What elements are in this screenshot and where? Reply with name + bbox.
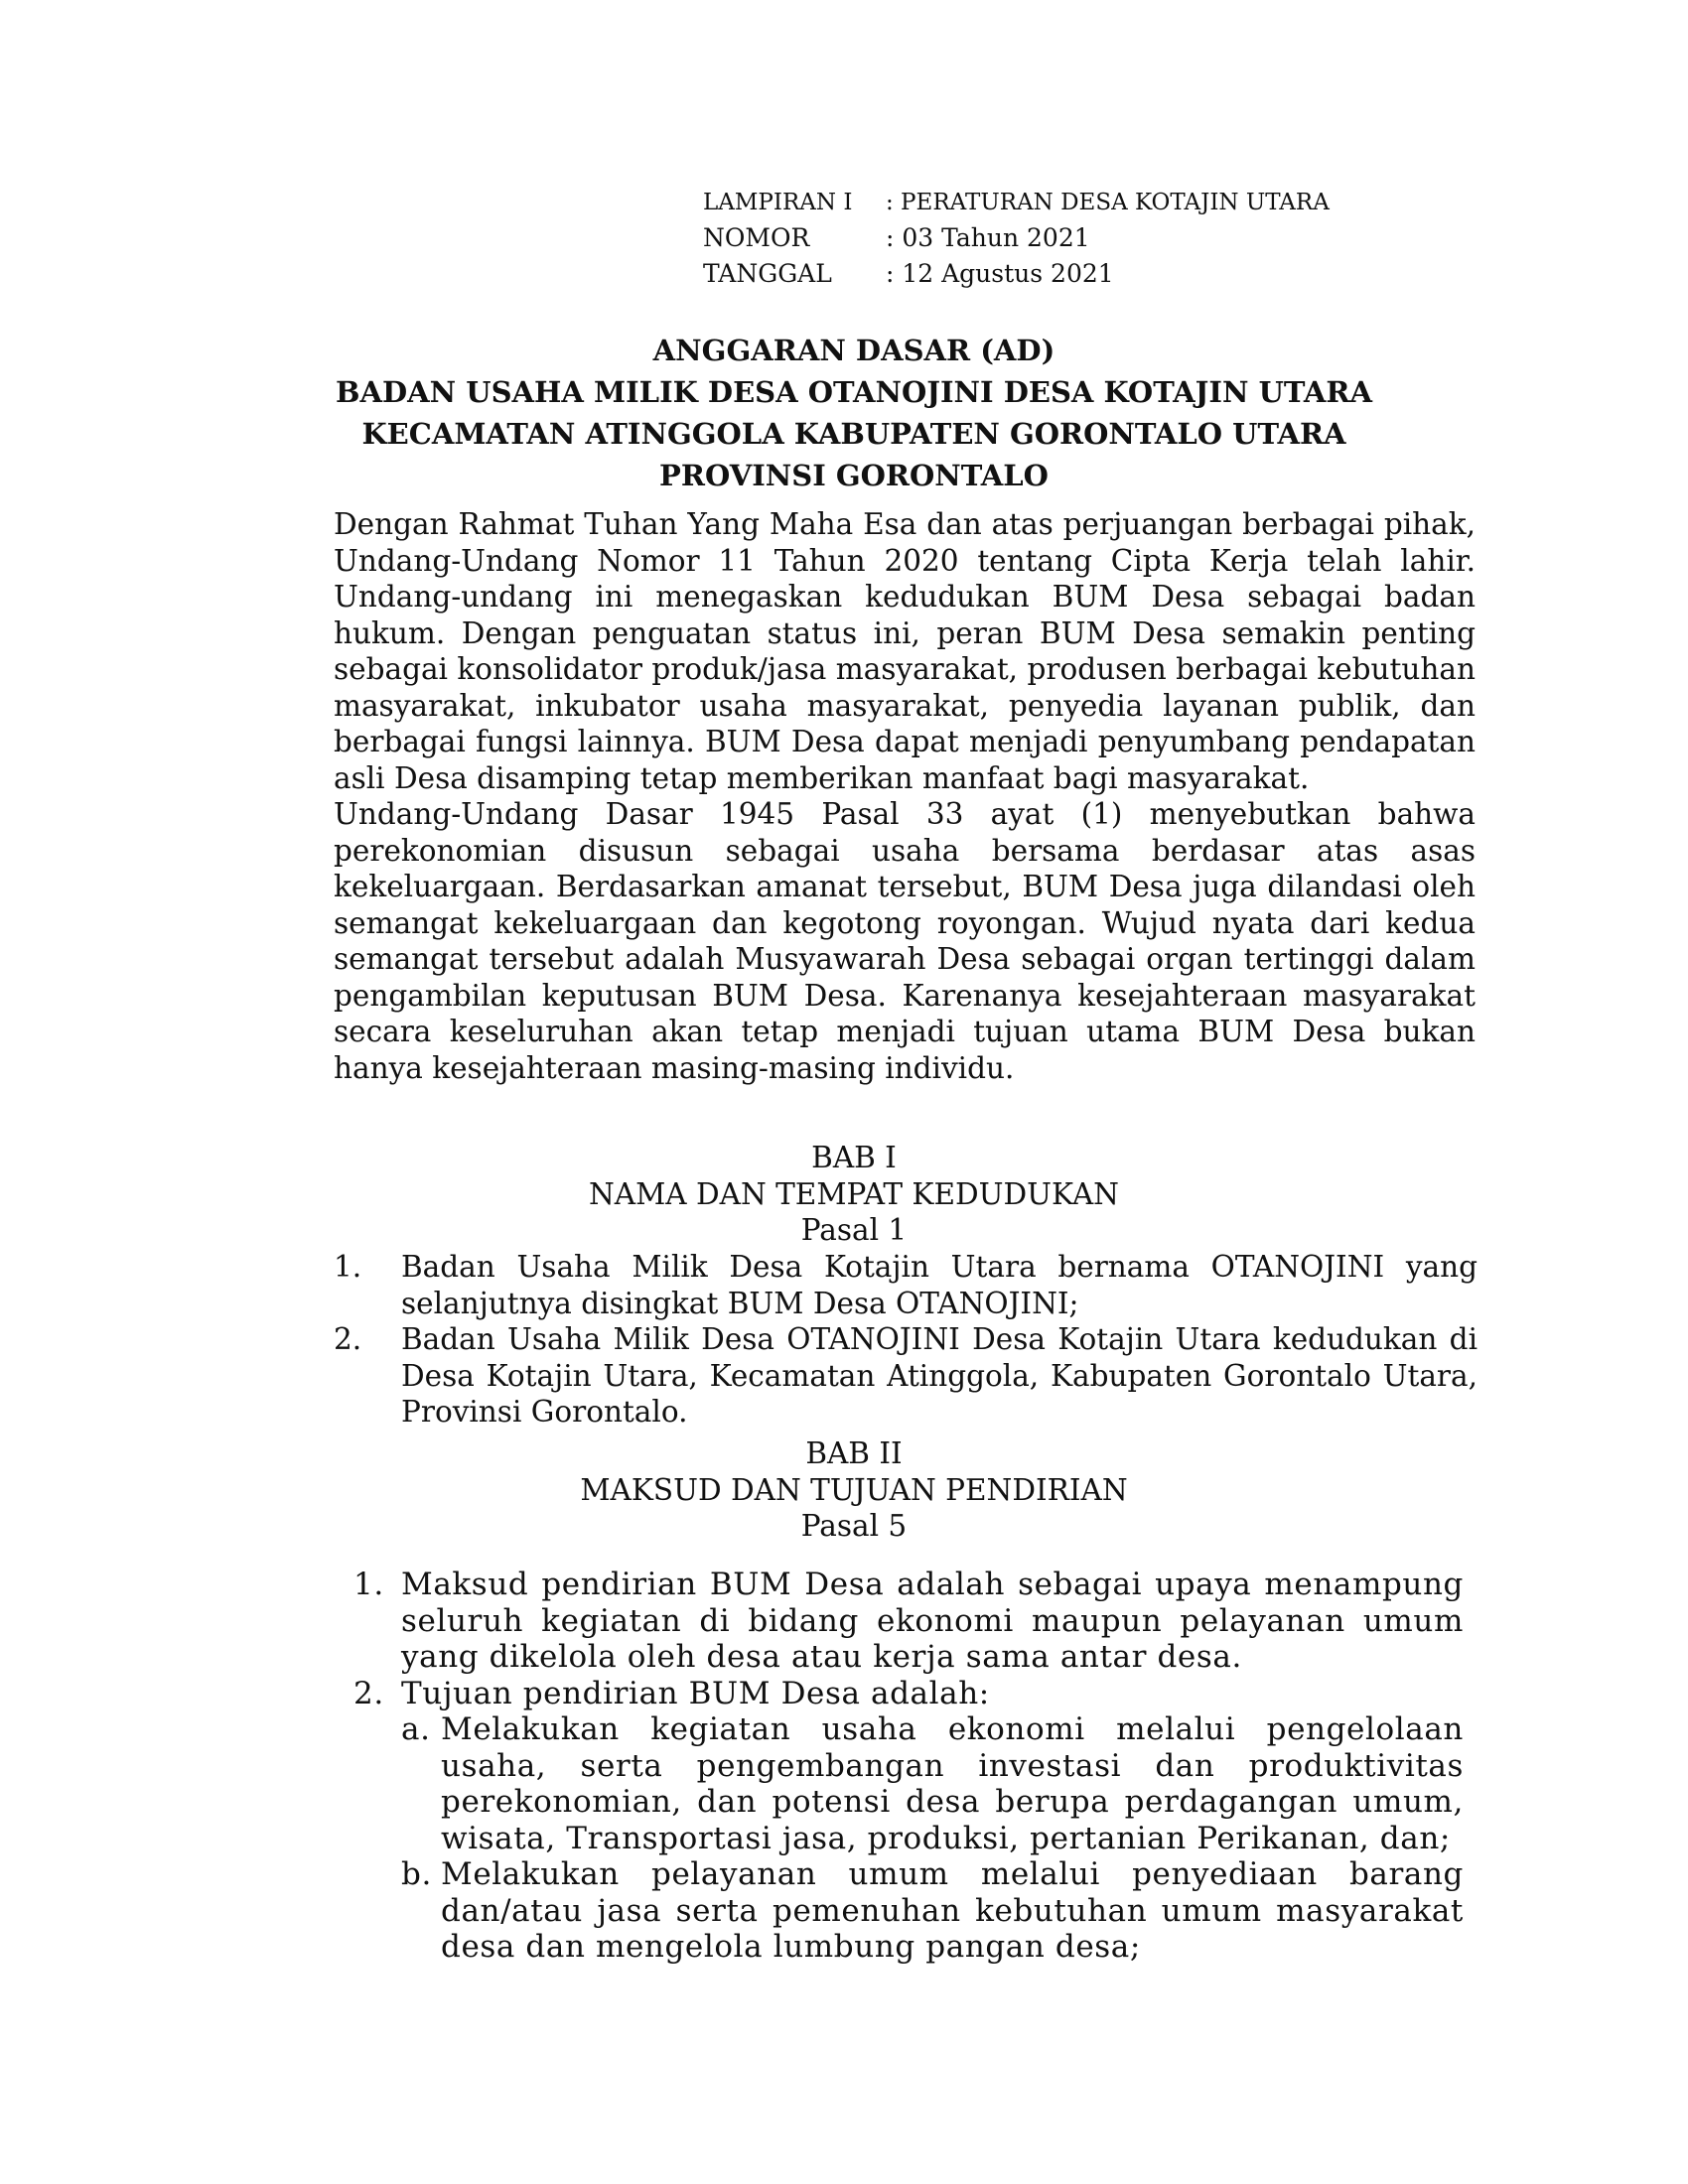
preamble	[334, 506, 1476, 1086]
sub-list-text: Melakukan pelayanan umum melalui penyediaan barang dan/atau jasa serta pemenuhan kebutuhan umum masyarakat desa dan mengelola lumbung pangan desa;	[441, 1856, 1464, 1965]
bab-1-title: BAB I	[811, 1141, 897, 1174]
preamble-paragraph-1: Dengan Rahmat Tuhan Yang Maha Esa dan atas perjuangan berbagai pihak, Undang-Undang Nomor 11 Tahun 2020 tentang Cipta Kerja telah lahir. Undang-undang ini menegaskan kedudukan BUM Desa sebagai badan hukum. Dengan penguatan status ini, peran BUM Desa semakin penting sebagai konsolidator produk/jasa masyarakat, produsen berbagai kebutuhan masyarakat, inkubator usaha masyarakat, penyedia layanan publik, dan berbagai fungsi lainnya. BUM Desa dapat menjadi penyumbang pendapatan asli Desa disamping tetap memberikan manfaat bagi masyarakat.	[334, 507, 1476, 795]
list-item	[353, 1676, 1464, 1712]
sub-list-letter: a.	[401, 1711, 431, 1747]
bab-1-subtitle: NAMA DAN TEMPAT KEDUDUKAN	[588, 1176, 1119, 1211]
list-number: 2.	[353, 1675, 384, 1711]
list-item	[353, 1567, 1464, 1676]
sub-list	[401, 1711, 1464, 1966]
list-item	[334, 1321, 1477, 1431]
bab-2-heading	[298, 1435, 1410, 1545]
tanggal-row	[703, 256, 1330, 292]
list-item	[334, 1249, 1477, 1321]
bab-1-heading	[298, 1140, 1410, 1249]
sub-list-text: Melakukan kegiatan usaha ekonomi melalui pengelolaan usaha, serta pengembangan investasi dan produktivitas perekonomian, dan potensi desa berupa perdagangan umum, wisata, Transportasi jasa, produksi, pertanian Perikanan, dan;	[441, 1711, 1464, 1856]
nomor-value: : 03 Tahun 2021	[886, 223, 1090, 252]
sub-list-letter: b.	[401, 1856, 432, 1892]
title-line-3: KECAMATAN ATINGGOLA KABUPATEN GORONTALO UTARA	[361, 417, 1346, 451]
preamble-paragraph-2: Undang-Undang Dasar 1945 Pasal 33 ayat (1) menyebutkan bahwa perekonomian disusun sebagai usaha bersama berdasar atas asas kekeluargaan. Berdasarkan amanat tersebut, BUM Desa juga dilandasi oleh semangat kekeluargaan dan kegotong royongan. Wujud nyata dari kedua semangat tersebut adalah Musyawarah Desa sebagai organ tertinggi dalam pengambilan keputusan BUM Desa. Karenanya kesejahteraan masyarakat secara keseluruhan akan tetap menjadi tujuan utama BUM Desa bukan hanya kesejahteraan masing-masing individu.	[334, 797, 1476, 1085]
sub-list-item	[401, 1856, 1464, 1966]
nomor-row	[703, 220, 1330, 256]
list-number: 1.	[334, 1250, 362, 1284]
pasal-5-title: Pasal 5	[800, 1509, 908, 1543]
list-text: Badan Usaha Milik Desa Kotajin Utara bernama OTANOJINI yang selanjutnya disingkat BUM Desa OTANOJINI;	[401, 1250, 1477, 1320]
bab-2-title: BAB II	[805, 1436, 903, 1470]
tanggal-value: : 12 Agustus 2021	[886, 259, 1114, 288]
lampiran-value: : PERATURAN DESA KOTAJIN UTARA	[886, 190, 1330, 215]
title-line-2: BADAN USAHA MILIK DESA OTANOJINI DESA KOTAJIN UTARA	[336, 375, 1372, 409]
bab-2-subtitle: MAKSUD DAN TUJUAN PENDIRIAN	[580, 1472, 1128, 1507]
list-text: Badan Usaha Milik Desa OTANOJINI Desa Kotajin Utara kedudukan di Desa Kotajin Utara, Kecamatan Atinggola, Kabupaten Gorontalo Utara, Provinsi Gorontalo.	[401, 1322, 1477, 1429]
pasal-1-title: Pasal 1	[800, 1213, 908, 1247]
list-number: 1.	[353, 1567, 384, 1602]
pasal-5-list	[353, 1567, 1464, 1966]
sub-list-item	[401, 1711, 1464, 1856]
document-title	[298, 330, 1410, 496]
list-text: Maksud pendirian BUM Desa adalah sebagai upaya menampung seluruh kegiatan di bidang ekonomi maupun pelayanan umum yang dikelola oleh desa atau kerja sama antar desa.	[401, 1567, 1464, 1675]
title-line-4: PROVINSI GORONTALO	[659, 459, 1049, 492]
list-text: Tujuan pendirian BUM Desa adalah:	[401, 1675, 990, 1711]
lampiran-header	[703, 185, 1330, 292]
tanggal-label: TANGGAL	[703, 259, 832, 288]
lampiran-row	[703, 185, 1330, 220]
title-line-1: ANGGARAN DASAR (AD)	[652, 334, 1055, 367]
lampiran-label: LAMPIRAN I	[703, 190, 853, 215]
nomor-label: NOMOR	[703, 223, 810, 252]
list-number: 2.	[334, 1322, 362, 1356]
pasal-1-list	[334, 1249, 1477, 1431]
